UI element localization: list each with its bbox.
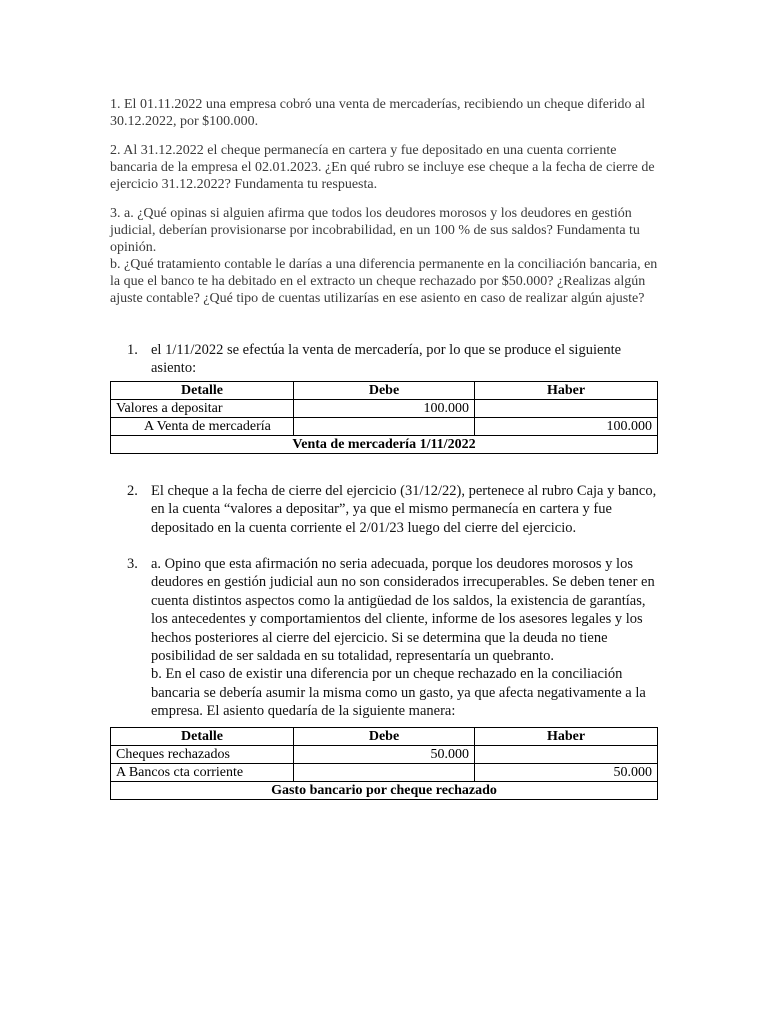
answer-3-number: 3.: [127, 556, 138, 573]
question-3b-text: b. ¿Qué tratamiento contable le darías a una diferencia permanente en la conciliación bancaria, en la que el banco te ha debitado en el extracto un cheque rechazado por $50.000? ¿Realizas algún ajuste contable? ¿Qué tipo de cuentas utilizarías en ese asiento en caso de realizar algún ajuste?: [110, 257, 658, 306]
header-haber: Haber: [475, 381, 658, 399]
answer-1: [110, 341, 658, 378]
table-row: [111, 763, 658, 781]
table-row: [111, 745, 658, 763]
answer-2: [110, 482, 658, 537]
cell-detalle-text: A Venta de mercadería: [144, 418, 271, 434]
question-3: [110, 205, 658, 307]
answer-2-text: El cheque a la fecha de cierre del ejercicio (31/12/22), pertenece al rubro Caja y banco, en la cuenta “valores a depositar”, ya que el mismo permanecía en cartera y fue depositado en la cuenta corriente el 2/01/23 luego del cierre del ejercicio.: [151, 482, 657, 536]
cell-detalle: Valores a depositar: [111, 399, 294, 417]
table-caption: Gasto bancario por cheque rechazado: [111, 781, 658, 799]
question-1-text: 1. El 01.11.2022 una empresa cobró una venta de mercaderías, recibiendo un cheque diferido al 30.12.2022, por $100.000.: [110, 97, 646, 129]
cell-haber: [475, 745, 658, 763]
table-caption-row: [111, 435, 658, 453]
cell-detalle: Cheques rechazados: [111, 745, 294, 763]
cell-debe: 50.000: [294, 745, 475, 763]
header-detalle: Detalle: [111, 727, 294, 745]
header-debe: Debe: [294, 727, 475, 745]
table-row: [111, 399, 658, 417]
journal-entry-table-2: [110, 727, 658, 800]
question-2: [110, 142, 658, 193]
answer-1-number: 1.: [127, 342, 138, 358]
answer-3: [110, 555, 658, 721]
cell-detalle: [111, 417, 294, 435]
question-1: [110, 96, 658, 130]
cell-haber: [475, 399, 658, 417]
question-3a-text: 3. a. ¿Qué opinas si alguien afirma que todos los deudores morosos y los deudores en gestión judicial, deberían provisionarse por incobrabilidad, en un 100 % de sus saldos? Fundamenta tu opinión.: [110, 206, 640, 255]
table-caption-row: [111, 781, 658, 799]
header-haber: Haber: [475, 727, 658, 745]
cell-debe: [294, 763, 475, 781]
answer-3b-text: b. En el caso de existir una diferencia por un cheque rechazado en la conciliación bancaria se debería asumir la misma como un gasto, ya que afecta negativamente a la empresa. El asiento quedaría de la siguiente manera:: [151, 666, 646, 720]
question-2-text: 2. Al 31.12.2022 el cheque permanecía en cartera y fue depositado en una cuenta corriente bancaria de la empresa el 02.01.2023. ¿En qué rubro se incluye ese cheque a la fecha de cierre de ejercicio 31.12.2022? Fundamenta tu respuesta.: [110, 143, 655, 192]
table-header-row: [111, 727, 658, 745]
document-page: [110, 96, 658, 800]
header-detalle: Detalle: [111, 381, 294, 399]
cell-debe: 100.000: [294, 399, 475, 417]
answer-1-text: el 1/11/2022 se efectúa la venta de mercadería, por lo que se produce el siguiente asiento:: [151, 342, 622, 377]
table-caption: Venta de mercadería 1/11/2022: [111, 435, 658, 453]
journal-entry-table-1: [110, 381, 658, 454]
table-row: [111, 417, 658, 435]
answer-2-number: 2.: [127, 482, 138, 499]
table-header-row: [111, 381, 658, 399]
answers-list-continued: [110, 482, 658, 721]
cell-detalle: A Bancos cta corriente: [111, 763, 294, 781]
cell-haber: 100.000: [475, 417, 658, 435]
cell-haber: 50.000: [475, 763, 658, 781]
answer-3a-text: a. Opino que esta afirmación no seria adecuada, porque los deudores morosos y los deudores en gestión judicial aun no son considerados irrecuperables. Se deben tener en cuenta distintos aspectos como la antigüedad de los saldos, la existencia de garantías, los antecedentes y comportamientos del cliente, informe de los asesores legales y los hechos posteriores al cierre del ejercicio. Si se determina que la deuda no tiene posibilidad de ser saldada en su totalidad, representaría un quebranto.: [151, 556, 655, 665]
cell-debe: [294, 417, 475, 435]
header-debe: Debe: [294, 381, 475, 399]
answers-list: [110, 341, 658, 378]
